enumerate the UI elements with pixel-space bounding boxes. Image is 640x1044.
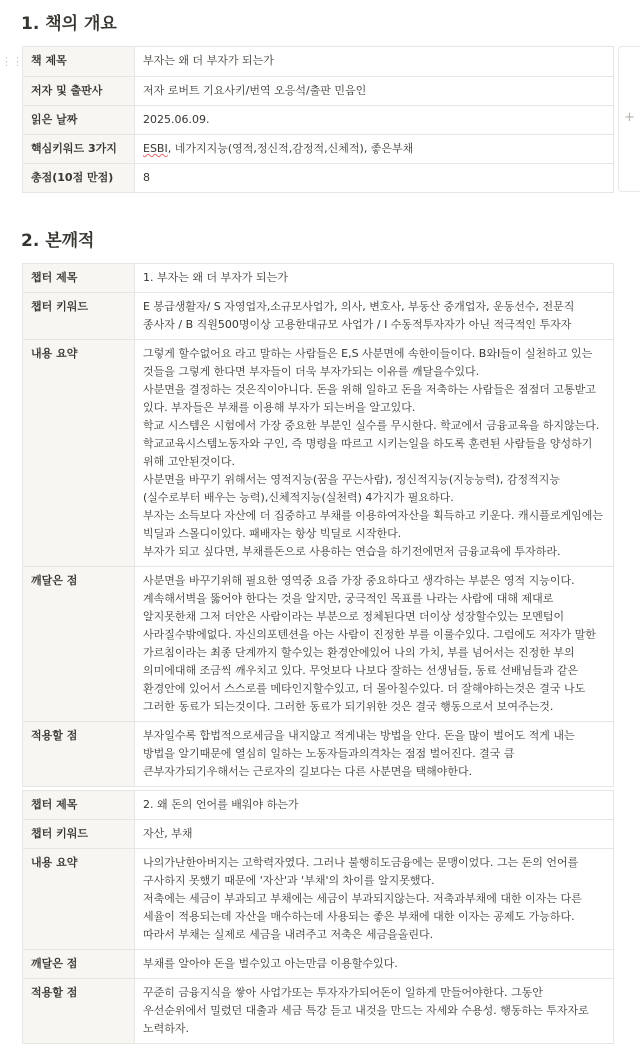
table-row — [23, 722, 614, 787]
chapter-apply-cell[interactable]: 꾸준히 금융지식을 쌓아 사업가또는 투자자가되어돈이 일하게 만들어야한다. 그동안 우선순위에서 밀렸던 대출과 세금 특강 듣고 내것을 만드는 자세와 수용성. 행동하는 투자자로 노력하자. — [135, 979, 614, 1044]
chapter-2-table — [22, 790, 614, 1044]
keywords-text: , 네가지지능(영적,정신적,감정적,신체적), 좋은부채 — [167, 142, 414, 155]
spellcheck-word: ESBI — [143, 142, 168, 155]
chapter-1-table — [22, 263, 614, 787]
table-row — [23, 849, 614, 950]
chapter-keywords-cell[interactable]: E 봉급생활자/ S 자영업자,소규모사업가, 의사, 변호사, 부동산 중개업자, 운동선수, 전문직 종사자 / B 직원500명이상 고용한대규모 사업가 / I 수동적투자자가 아닌 적극적인 투자자 — [135, 293, 614, 340]
read-date-cell[interactable]: 2025.06.09. — [135, 106, 614, 135]
chapter-apply-cell[interactable]: 부자일수록 합법적으로세금을 내지않고 적게내는 방법을 안다. 돈을 많이 벌어도 적게 내는 방법을 알기때문에 열심히 일하는 노동자들과의격차는 점점 벌어진다. 결국 큼 큰부자가되기우해서는 근로자의 길보다는 다른 사분면을 택해야한다. — [135, 722, 614, 787]
section-1-title: 1. 책의 개요 — [21, 14, 117, 34]
row-label: 깨달은 점 — [23, 950, 135, 979]
row-label: 챕터 제목 — [23, 264, 135, 293]
row-label: 챕터 키워드 — [23, 820, 135, 849]
row-label: 내용 요약 — [23, 849, 135, 950]
row-label: 책 제목 — [23, 47, 135, 77]
chapter-keywords-cell[interactable]: 자산, 부채 — [135, 820, 614, 849]
chapter-insight-cell[interactable]: 부채를 알아야 돈을 벌수있고 아는만큼 이용할수있다. — [135, 950, 614, 979]
table-row — [23, 293, 614, 340]
row-label: 내용 요약 — [23, 340, 135, 567]
table-row — [23, 264, 614, 293]
row-label: 읽은 날짜 — [23, 106, 135, 135]
section-2-title: 2. 본깨적 — [21, 231, 95, 251]
table-row — [23, 106, 614, 135]
row-label: 총점(10점 만점) — [23, 164, 135, 193]
chapter-title-cell[interactable]: 2. 왜 돈의 언어를 배워야 하는가 — [135, 791, 614, 820]
row-label: 저자 및 출판사 — [23, 77, 135, 106]
row-label: 챕터 키워드 — [23, 293, 135, 340]
book-title-cell[interactable]: 부자는 왜 더 부자가 되는가 — [135, 47, 614, 77]
keywords-cell[interactable] — [135, 135, 614, 164]
table-row — [23, 791, 614, 820]
table-row — [23, 950, 614, 979]
author-publisher-cell[interactable]: 저자 로버트 기요사키/번역 오응석/출판 민음인 — [135, 77, 614, 106]
table-row — [23, 47, 614, 77]
plus-icon[interactable]: + — [624, 110, 635, 125]
drag-handle-icon[interactable]: ⋮⋮ — [1, 55, 23, 68]
overview-table — [22, 46, 614, 193]
table-row — [23, 979, 614, 1044]
table-row — [23, 340, 614, 567]
chapter-summary-cell[interactable]: 그렇게 할수없어요 라고 말하는 사람들은 E,S 사분면에 속한이들이다. B와I들이 실천하고 있는 것들을 그렇게 한다면 부자들이 더욱 부자가되는 이유를 깨달을수있다. 사분면을 결정하는 것은직이아니다. 돈을 위해 일하고 돈을 저축하는 사람들은 점점더 고통받고 있다. 부자들은 부채를 이용해 부자가 되는버을 알고있다. 학교 시스템은 시험에서 가장 중요한 부분인 실수를 무시한다. 학교에서 금융교육을 하지않는다. 학교교육시스템노동자와 구인, 즉 명령을 따르고 시키는일을 하도록 훈련된 사람들을 양성하기 위해 고안된것이다. 사분면을 바꾸기 위해서는 영적지능(꿈을 꾸는사람), 정신적지능(지능능력), 감정적지능(실수로부터 배우는 능력),신체적지능(실천력) 4가지가 필요하다. 부자는 소득보다 자산에 더 집중하고 부채를 이용하여자산을 획득하고 키운다. 캐시플로게임에는 빅딜과 스몰디이있다. 패배자는 항상 빅딜로 시작한다. 부자가 되고 싶다면, 부채를돈으로 사용하는 연습을 하기전에먼저 금융교육에 투자하라. — [135, 340, 614, 567]
row-label: 챕터 제목 — [23, 791, 135, 820]
table-row — [23, 820, 614, 849]
score-cell[interactable]: 8 — [135, 164, 614, 193]
chapter-title-cell[interactable]: 1. 부자는 왜 더 부자가 되는가 — [135, 264, 614, 293]
table-row — [23, 164, 614, 193]
table-row — [23, 567, 614, 722]
row-label: 깨달은 점 — [23, 567, 135, 722]
table-row — [23, 77, 614, 106]
row-label: 적용할 점 — [23, 722, 135, 787]
row-label: 핵심키워드 3가지 — [23, 135, 135, 164]
row-label: 적용할 점 — [23, 979, 135, 1044]
chapter-insight-cell[interactable]: 사분면을 바꾸기위해 필요한 영역중 요즘 가장 중요하다고 생각하는 부분은 영적 지능이다. 계속해서벽을 뚫어야 한다는 것을 알지만, 궁극적인 목표를 나라는 사람에 대해 제대로 알지못한채 그저 더안은 사람이라는 부분으로 정체된다면 더이상 성장할수있는 모멘텀이 사라질수밖에없다. 자신의포텐션을 아는 사람이 진정한 부를 이룰수있다. 그럼에도 저자가 말한 가르침이라는 최종 단계까지 할수있는 환경안에있어 나의 가치, 부를 넘어서는 진정한 부의 의미에대해 조금씩 깨우치고 있다. 무엇보다 나보다 잘하는 선생님들, 동료 선배님들과 같은 환경안에 있어서 스스로를 메타인지할수있고, 더 몰아칠수있다. 더 잘해야하는것은 결국 나도 그러한 동료가 되는것이다. 그러한 동료가 되기위한 것은 결국 행동으로서 보여주는것. — [135, 567, 614, 722]
chapter-summary-cell[interactable]: 나의가난한아버지는 고학력자였다. 그러나 불행히도금융에는 문맹이었다. 그는 돈의 언어를 구사하지 못했기 때문에 '자산'과 '부채'의 차이를 알지못했다. 저축에는 세금이 부과되고 부채에는 세금이 부과되지않는다. 저축과부채에 대한 이자는 다른 세율이 적용되는데 자산을 매수하는데 사용되는 좋은 부채에 대한 이자는 공제도 가능하다. 따라서 부채는 실제로 세금을 내려주고 저축은 세금을올린다. — [135, 849, 614, 950]
table-row — [23, 135, 614, 164]
